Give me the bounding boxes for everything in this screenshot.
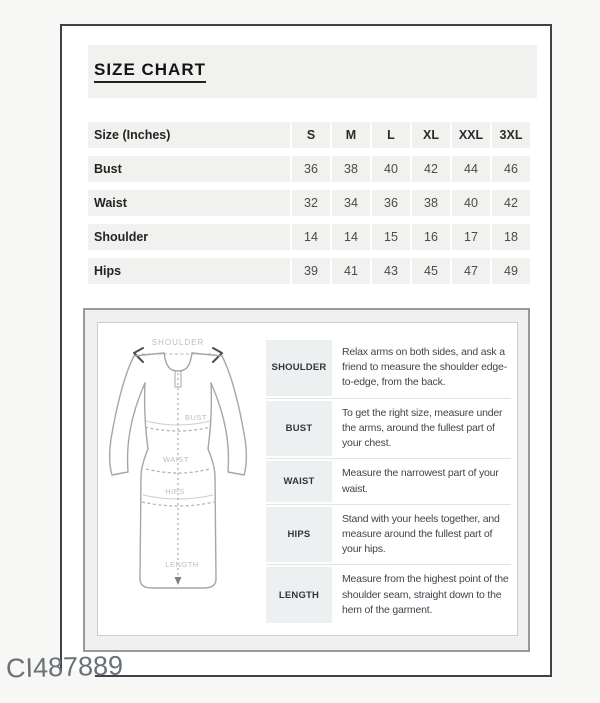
measure-guide-box [83, 308, 530, 652]
figure-label-shoulder: SHOULDER [151, 338, 205, 347]
cell-value: 14 [292, 224, 330, 250]
header-size-m: M [332, 122, 370, 148]
instruction-row-hips [266, 505, 511, 566]
cell-value: 14 [332, 224, 370, 250]
cell-value: 40 [372, 156, 410, 182]
header-size-xxl: XXL [452, 122, 490, 148]
instruction-text: Measure the narrowest part of your waist. [342, 467, 499, 495]
instruction-row-length [266, 565, 511, 625]
cell-value: 34 [332, 190, 370, 216]
cell-value: 39 [292, 258, 330, 284]
cell-value: 17 [452, 224, 490, 250]
cell-value: 38 [332, 156, 370, 182]
instruction-row-bust [266, 399, 511, 460]
cell-value: 44 [452, 156, 490, 182]
header-size-l: L [372, 122, 410, 148]
table-row-hips [88, 258, 530, 284]
cell-value: 41 [332, 258, 370, 284]
garment-diagram [98, 323, 266, 635]
row-label: Hips [88, 258, 290, 284]
instruction-label: HIPS [266, 507, 332, 563]
table-row-shoulder [88, 224, 530, 250]
table-row-waist [88, 190, 530, 216]
measure-guide-inner [97, 322, 518, 636]
page-title: SIZE CHART [94, 60, 206, 83]
row-label: Shoulder [88, 224, 290, 250]
row-label: Waist [88, 190, 290, 216]
cell-value: 45 [412, 258, 450, 284]
header-size-xl: XL [412, 122, 450, 148]
instruction-row-shoulder [266, 338, 511, 399]
instruction-label: BUST [266, 401, 332, 457]
measure-instructions [266, 323, 517, 635]
size-table-header-row [88, 122, 530, 148]
cell-value: 38 [412, 190, 450, 216]
header-size-3xl: 3XL [492, 122, 530, 148]
instruction-text: Stand with your heels together, and measure around the fullest part of your hips. [342, 512, 500, 556]
cell-value: 42 [412, 156, 450, 182]
cell-value: 16 [412, 224, 450, 250]
figure-label-hips: HIPS [165, 487, 185, 496]
title-band [88, 45, 537, 98]
cell-value: 43 [372, 258, 410, 284]
table-row-bust [88, 156, 530, 182]
cell-value: 42 [492, 190, 530, 216]
cell-value: 40 [452, 190, 490, 216]
instruction-label: WAIST [266, 461, 332, 501]
instruction-text: To get the right size, measure under the arms, around the fullest part of your chest. [342, 406, 503, 450]
figure-label-length: LENGTH [165, 560, 199, 569]
cell-value: 18 [492, 224, 530, 250]
kurti-line-drawing [98, 329, 264, 601]
header-size-s: S [292, 122, 330, 148]
watermark-id: CI487889 [5, 650, 124, 684]
instruction-label: SHOULDER [266, 340, 332, 396]
cell-value: 32 [292, 190, 330, 216]
size-chart-card [60, 24, 552, 677]
figure-label-bust: BUST [184, 413, 208, 422]
row-label: Bust [88, 156, 290, 182]
instruction-row-waist [266, 459, 511, 504]
cell-value: 46 [492, 156, 530, 182]
length-arrow-icon [175, 577, 182, 585]
size-table [88, 122, 530, 292]
figure-label-waist: WAIST [163, 455, 189, 464]
cell-value: 49 [492, 258, 530, 284]
cell-value: 15 [372, 224, 410, 250]
instruction-text: Relax arms on both sides, and ask a friend to measure the shoulder edge-to-edge, from the back. [342, 346, 507, 389]
cell-value: 36 [372, 190, 410, 216]
cell-value: 36 [292, 156, 330, 182]
instruction-text: Measure from the highest point of the shoulder seam, straight down to the hem of the garment. [342, 573, 509, 616]
instruction-label: LENGTH [266, 567, 332, 623]
header-size-inches: Size (Inches) [88, 122, 290, 148]
cell-value: 47 [452, 258, 490, 284]
